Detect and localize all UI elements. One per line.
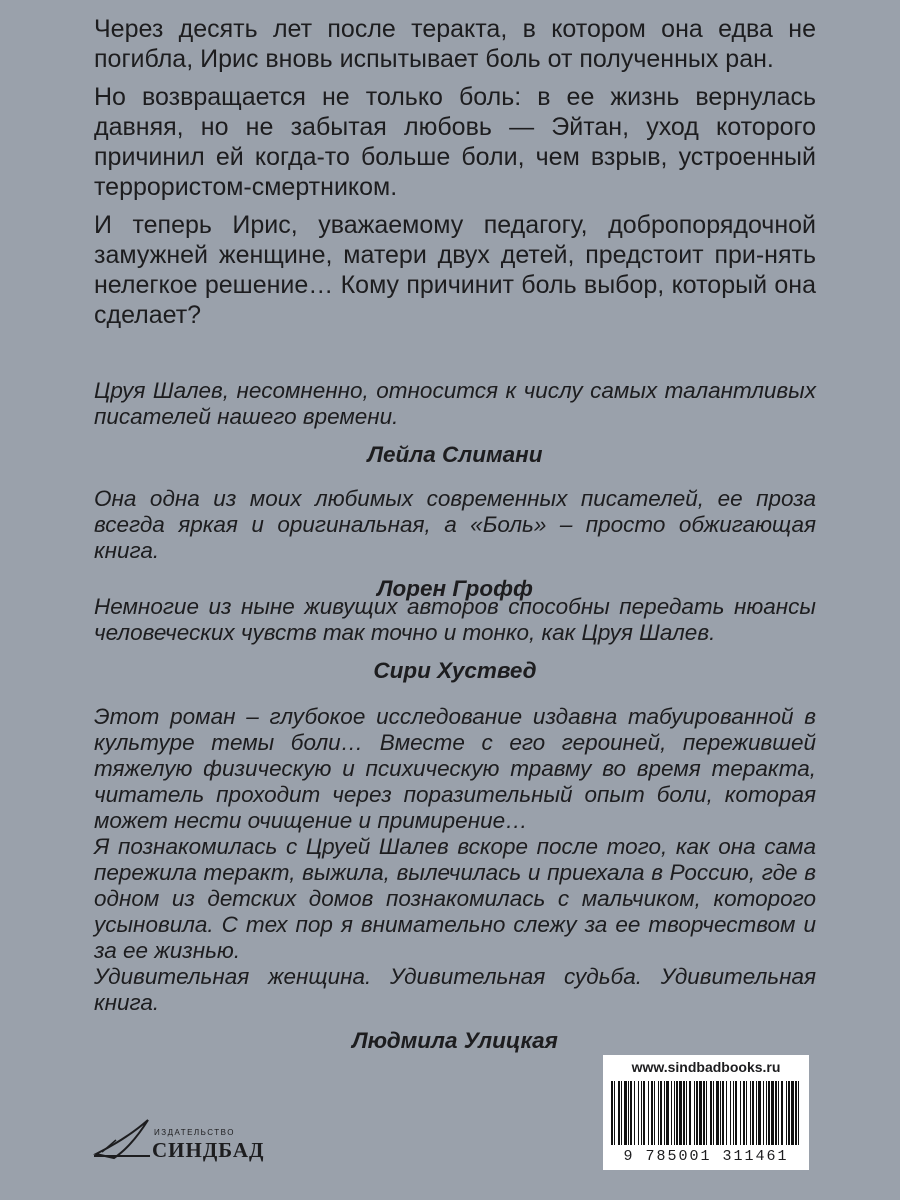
barcode-bar: [788, 1081, 790, 1145]
synopsis-paragraph: И теперь Ирис, уважаемому педагогу, добропорядочной замужней женщине, матери двух детей, предстоит при-нять нелегкое решение… Кому причинит боль выбор, который она сделает?: [94, 211, 816, 329]
barcode-bars: [603, 1079, 809, 1170]
barcode-bar: [786, 1081, 787, 1145]
barcode-bar: [651, 1081, 653, 1145]
review-author: Лейла Слимани: [367, 442, 543, 467]
synopsis: [94, 14, 816, 338]
barcode-bar: [634, 1081, 635, 1145]
barcode-bar: [752, 1081, 754, 1145]
barcode-bar: [658, 1081, 659, 1145]
synopsis-paragraph: Но возвращается не только боль: в ее жизнь вернулась давняя, но не забытая любовь — Эйтан, уход которого причинил ей когда-то больше боли, чем взрыв, устроенный террористом-смертником.: [94, 83, 816, 201]
barcode-bar: [664, 1081, 665, 1145]
barcode-bar: [750, 1081, 751, 1145]
publisher-label: ИЗДАТЕЛЬСТВО: [154, 1128, 235, 1137]
barcode-bar: [710, 1081, 712, 1145]
barcode-bar: [733, 1081, 734, 1145]
barcode-bar: [621, 1081, 622, 1145]
barcode-bar: [766, 1081, 767, 1145]
barcode-bar: [641, 1081, 642, 1145]
barcode-bar: [628, 1081, 629, 1145]
barcode-bar: [686, 1081, 687, 1145]
publisher-logo: [92, 1110, 292, 1170]
barcode-bar: [611, 1081, 613, 1145]
barcode-bar: [666, 1081, 669, 1145]
barcode-bar: [699, 1081, 702, 1145]
barcode-bar: [726, 1081, 727, 1145]
quote-text: Немногие из ныне живущих авторов способны передать нюансы человеческих чувств так точно и тонко, как Цруя Шалев.: [94, 594, 816, 645]
barcode-bar: [795, 1081, 797, 1145]
barcode-bar: [735, 1081, 737, 1145]
barcode-bar: [722, 1081, 724, 1145]
barcode-bar: [679, 1081, 682, 1145]
barcode-bar: [624, 1081, 627, 1145]
barcode-bar: [713, 1081, 714, 1145]
barcode-bar: [671, 1081, 672, 1145]
barcode-bar: [643, 1081, 645, 1145]
quote-text: Удивительная женщина. Удивительная судьба. Удивительная книга.: [94, 964, 816, 1015]
barcode-bar: [730, 1081, 731, 1145]
review-slimani: [94, 378, 816, 468]
quote-text: Цруя Шалев, несомненно, относится к числу самых талантливых писателей нашего времени.: [94, 378, 816, 429]
review-groff: [94, 486, 816, 602]
barcode-bar: [660, 1081, 662, 1145]
barcode-bar: [683, 1081, 685, 1145]
publisher-name: СИНДБАД: [152, 1138, 265, 1162]
review-quote: [94, 486, 816, 564]
barcode-bar: [743, 1081, 745, 1145]
review-author: Сири Хуствед: [373, 658, 537, 683]
review-quote: [94, 378, 816, 430]
quote-text: Я познакомилась с Цруей Шалев вскоре после того, как она сама пережила теракт, выжила, вылечилась и приехала в Россию, где в одном из детских домов познакомилась с мальчиком, которого усыновила. С тех пор я внимательно слежу за ее творчеством и за ее жизнью.: [94, 834, 816, 963]
barcode-bar: [716, 1081, 719, 1145]
review-quote: [94, 594, 816, 646]
barcode-bar: [778, 1081, 779, 1145]
review-ulitskaya: [94, 704, 816, 1054]
barcode-bar: [638, 1081, 639, 1145]
review-quote: [94, 704, 816, 1016]
barcode-bar: [654, 1081, 655, 1145]
barcode-bar: [618, 1081, 620, 1145]
barcode-bar: [648, 1081, 649, 1145]
synopsis-paragraph: Через десять лет после теракта, в котором она едва не погибла, Ирис вновь испытывает боль от полученных ран.: [94, 15, 816, 73]
barcode-bar: [771, 1081, 774, 1145]
barcode-bar: [775, 1081, 777, 1145]
review-author: Лорен Грофф: [377, 576, 533, 601]
barcode-bar: [768, 1081, 770, 1145]
barcode-bar: [791, 1081, 794, 1145]
barcode-bar: [630, 1081, 632, 1145]
barcode-bar: [763, 1081, 764, 1145]
barcode-bar: [740, 1081, 741, 1145]
barcode-bar: [694, 1081, 695, 1145]
barcode-bar: [703, 1081, 705, 1145]
barcode-bar: [706, 1081, 707, 1145]
isbn-barcode: [603, 1055, 809, 1170]
sail-icon: [92, 1116, 152, 1166]
barcode-bar: [696, 1081, 698, 1145]
review-hustvedt: [94, 594, 816, 684]
barcode-bar: [676, 1081, 678, 1145]
barcode-bar: [756, 1081, 757, 1145]
website-url: www.sindbadbooks.ru: [603, 1055, 809, 1079]
barcode-bar: [798, 1081, 799, 1145]
barcode-bar: [689, 1081, 691, 1145]
barcode-bar: [746, 1081, 747, 1145]
quote-text: Этот роман – глубокое исследование издавна табуированной в культуре темы боли… Вместе с его героиней, пережившей тяжелую физическую и психическую травму во время теракта, читатель проходит через поразительный опыт боли, которая может нести очищение и примирение…: [94, 704, 816, 833]
barcode-bar: [614, 1081, 615, 1145]
barcode-bar: [720, 1081, 721, 1145]
barcode-bar: [781, 1081, 783, 1145]
review-author: Людмила Улицкая: [352, 1028, 558, 1053]
barcode-bar: [758, 1081, 761, 1145]
barcode-bar: [674, 1081, 675, 1145]
isbn-number: 9 785001 311461: [603, 1147, 809, 1167]
quote-text: Она одна из моих любимых современных писателей, ее проза всегда яркая и оригинальная, а «Боль» – просто обжигающая книга.: [94, 486, 816, 563]
